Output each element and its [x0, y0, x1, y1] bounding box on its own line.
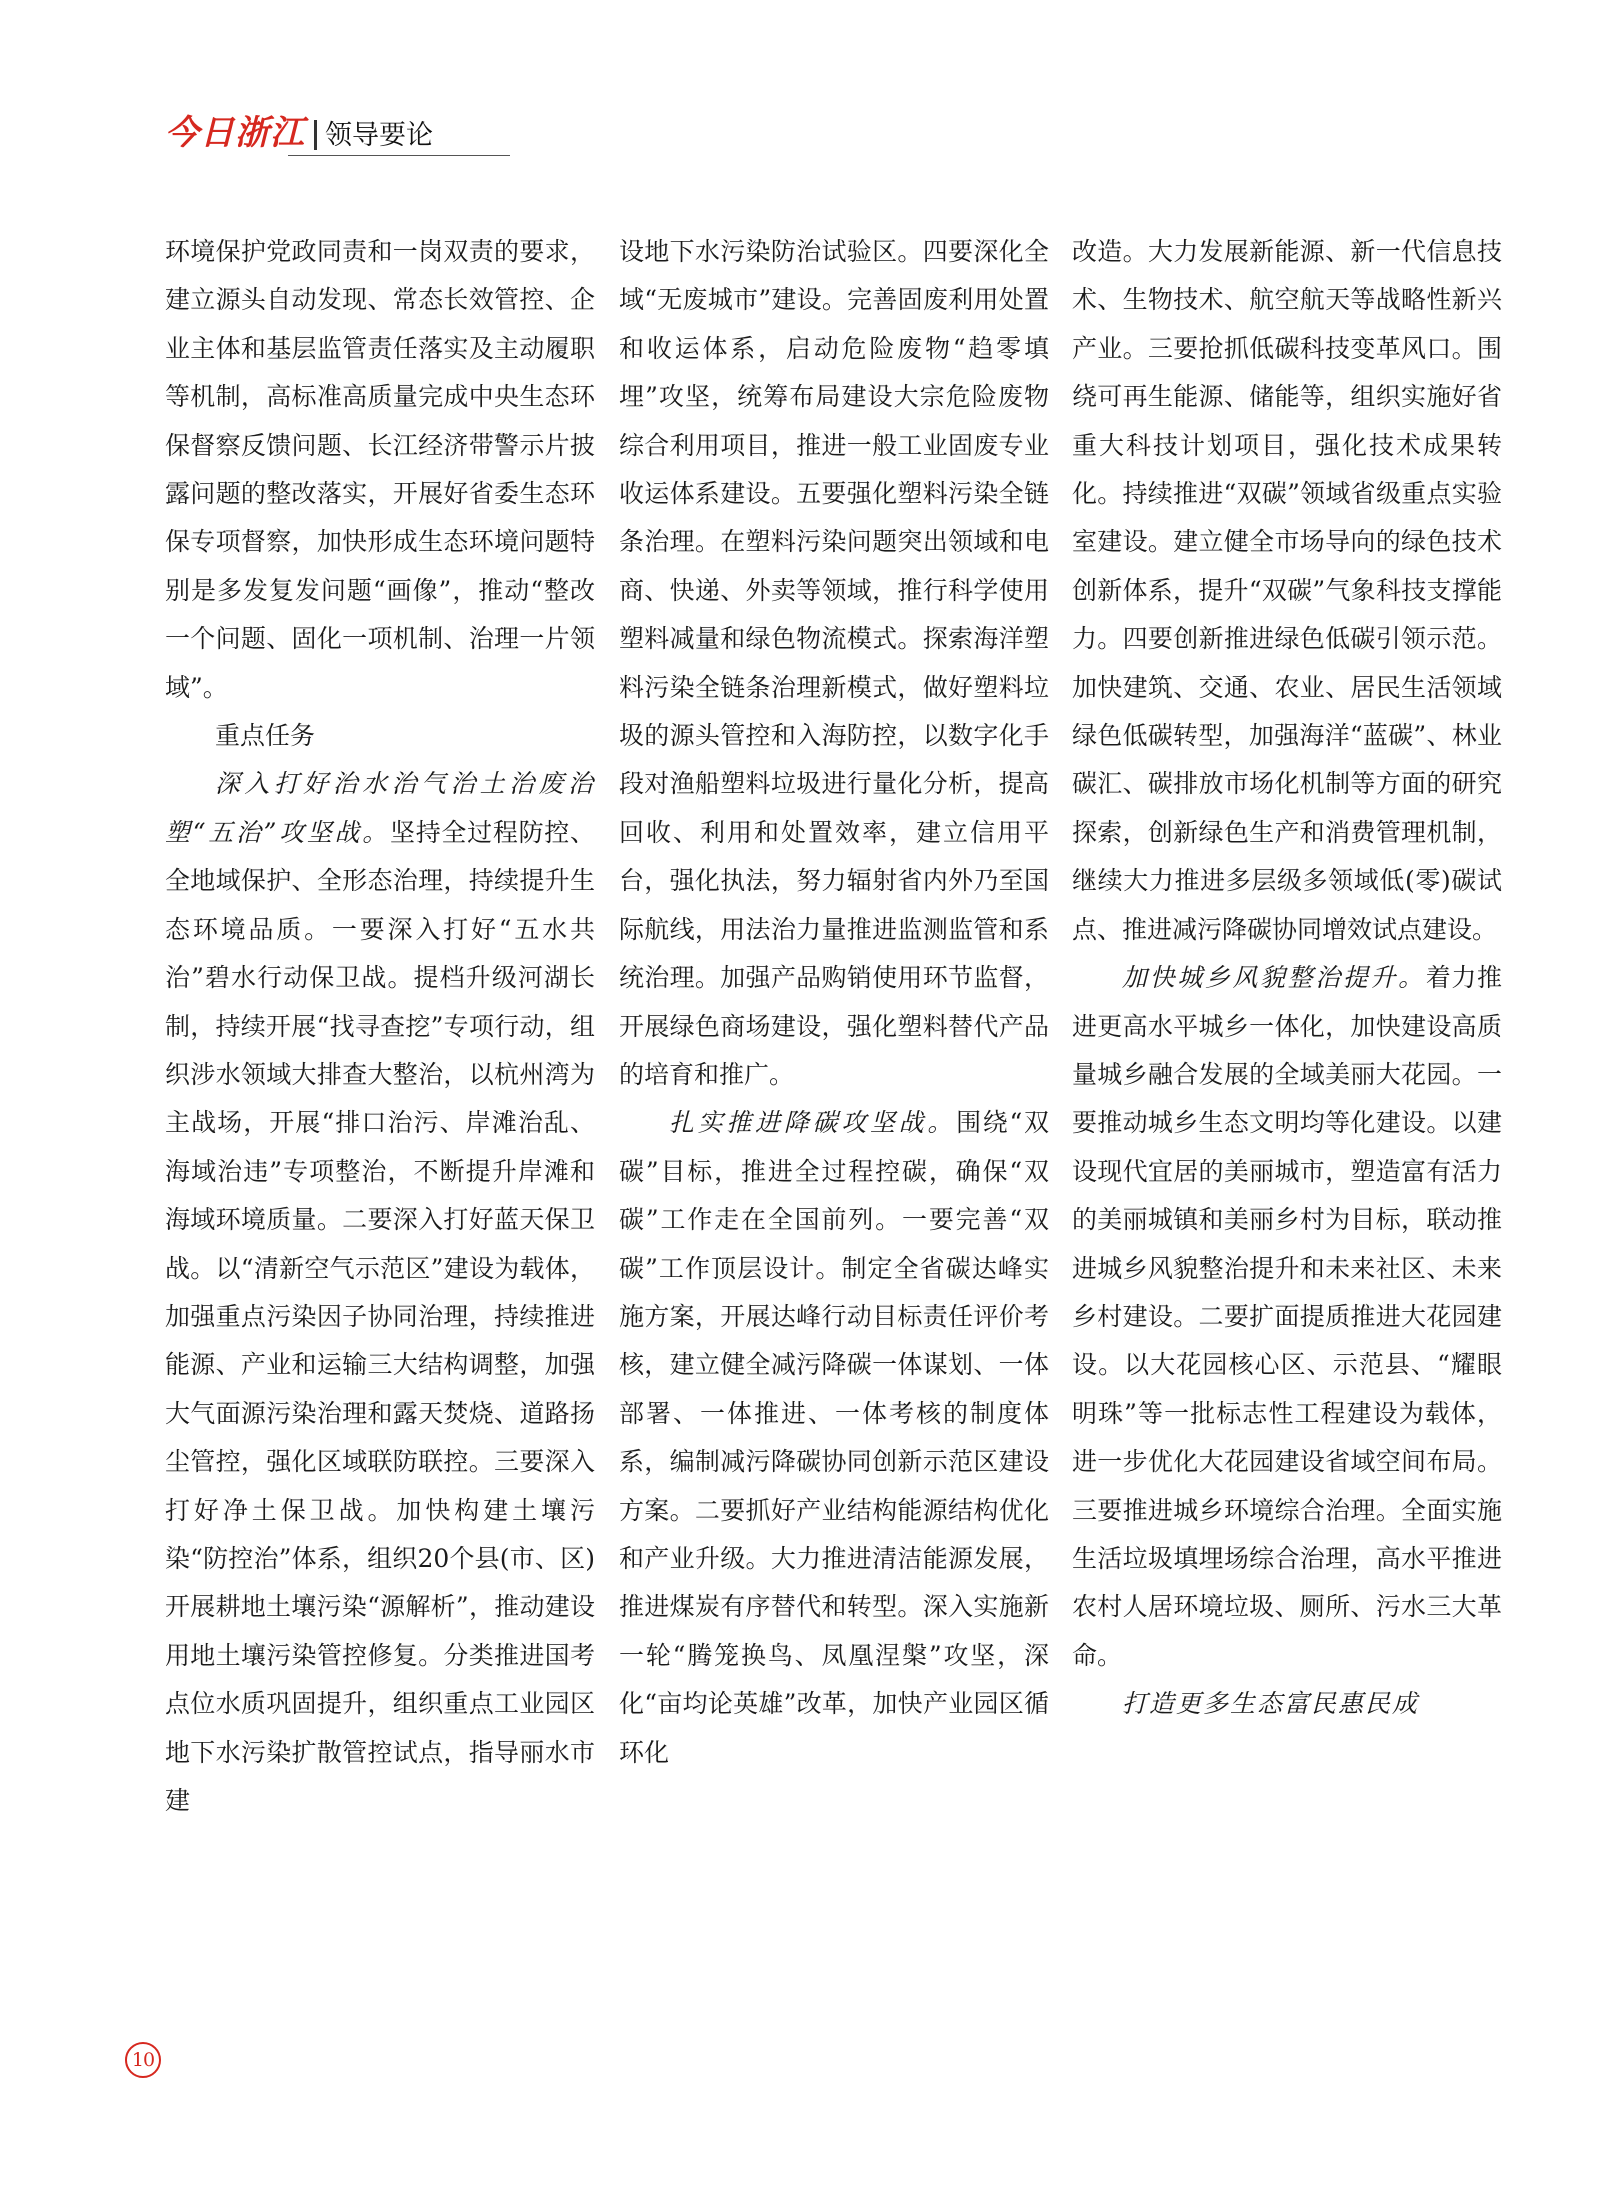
- paragraph-lead: 打造更多生态富民惠民成: [1122, 1689, 1420, 1719]
- paragraph-lead: 扎实推进降碳攻坚战。: [669, 1108, 957, 1138]
- paragraph: 改造。大力发展新能源、新一代信息技术、生物技术、航空航天等战略性新兴产业。三要抢抓低碳科技变革风口。围绕可再生能源、储能等，组织实施好省重大科技计划项目，强化技术成果转化。持续推进“双碳”领域省级重点实验室建设。建立健全市场导向的绿色技术创新体系，提升“双碳”气象科技支撑能力。四要创新推进绿色低碳引领示范。加快建筑、交通、农业、居民生活领域绿色低碳转型，加强海洋“蓝碳”、林业碳汇、碳排放市场化机制等方面的研究探索，创新绿色生产和消费管理机制，继续大力推进多层级多领域低(零)碳试点、推进减污降碳协同增效试点建设。: [1072, 237, 1502, 944]
- section-heading: 重点任务: [215, 721, 316, 751]
- paragraph: 环境保护党政同责和一岗双责的要求，建立源头自动发现、常态长效管控、企业主体和基层监管责任落实及主动履职等机制，高标准高质量完成中央生态环保督察反馈问题、长江经济带警示片披露问题的整改落实，开展好省委生态环保专项督察，加快形成生态环境问题特别是多发复发问题“画像”，推动“整改一个问题、固化一项机制、治理一片领域”。: [165, 237, 595, 702]
- paragraph-body: 围绕“双碳”目标，推进全过程控碳，确保“双碳”工作走在全国前列。一要完善“双碳”工作顶层设计。制定全省碳达峰实施方案，开展达峰行动目标责任评价考核，建立健全减污降碳一体谋划、一体部署、一体推进、一体考核的制度体系，编制减污降碳协同创新示范区建设方案。二要抓好产业结构能源结构优化和产业升级。大力推进清洁能源发展，推进煤炭有序替代和转型。深入实施新一轮“腾笼换鸟、凤凰涅槃”攻坚，深化“亩均论英雄”改革，加快产业园区循环化: [619, 1108, 1049, 1767]
- brand-logo: 今日浙江: [165, 113, 305, 153]
- paragraph-lead: 深入打好治水治气治土治废治塑“五治”攻坚战。: [165, 769, 595, 847]
- paragraph: [165, 760, 595, 1825]
- paragraph: [619, 1099, 1049, 1777]
- paragraph: 设地下水污染防治试验区。四要深化全域“无废城市”建设。完善固废利用处置和收运体系，启动危险废物“趋零填埋”攻坚，统筹布局建设大宗危险废物综合利用项目，推进一般工业固废专业收运体系建设。五要强化塑料污染全链条治理。在塑料污染问题突出领域和电商、快递、外卖等领域，推行科学使用塑料减量和绿色物流模式。探索海洋塑料污染全链条治理新模式，做好塑料垃圾的源头管控和入海防控，以数字化手段对渔船塑料垃圾进行量化分析，提高回收、利用和处置效率，建立信用平台，强化执法，努力辐射省内外乃至国际航线，用法治力量推进监测监管和系统治理。加强产品购销使用环节监督，开展绿色商场建设，强化塑料替代产品的培育和推广。: [619, 237, 1049, 1089]
- section-title: 领导要论: [325, 120, 433, 151]
- paragraph-body: 坚持全过程防控、全地域保护、全形态治理，持续提升生态环境品质。一要深入打好“五水共治”碧水行动保卫战。提档升级河湖长制，持续开展“找寻查挖”专项行动，组织涉水领域大排查大整治，以杭州湾为主战场，开展“排口治污、岸滩治乱、海域治违”专项整治，不断提升岸滩和海域环境质量。二要深入打好蓝天保卫战。以“清新空气示范区”建设为载体，加强重点污染因子协同治理，持续推进能源、产业和运输三大结构调整，加强大气面源污染治理和露天焚烧、道路扬尘管控，强化区域联防联控。三要深入打好净土保卫战。加快构建土壤污染“防控治”体系，组织20个县(市、区)开展耕地土壤污染“源解析”，推动建设用地土壤污染管控修复。分类推进国考点位水质巩固提升，组织重点工业园区地下水污染扩散管控试点，指导丽水市建: [165, 817, 595, 1815]
- header-rule: [288, 155, 510, 156]
- text-column-3: [1072, 228, 1502, 1729]
- paragraph-body: 着力推进更高水平城乡一体化，加快建设高质量城乡融合发展的全域美丽大花园。一要推动城乡生态文明均等化建设。以建设现代宜居的美丽城市，塑造富有活力的美丽城镇和美丽乡村为目标，联动推进城乡风貌整治提升和未来社区、未来乡村建设。二要扩面提质推进大花园建设。以大花园核心区、示范县、“耀眼明珠”等一批标志性工程建设为载体，进一步优化大花园建设省域空间布局。三要推进城乡环境综合治理。全面实施生活垃圾填埋场综合治理，高水平推进农村人居环境垃圾、厕所、污水三大革命。: [1072, 963, 1502, 1670]
- masthead-divider: [314, 120, 317, 150]
- paragraph: [1072, 1680, 1502, 1728]
- paragraph: [1072, 954, 1502, 1680]
- text-column-2: [619, 228, 1049, 1777]
- text-column-1: [165, 228, 595, 1825]
- page-number: 10: [125, 2042, 161, 2078]
- masthead: [165, 113, 433, 153]
- paragraph-lead: 加快城乡风貌整治提升。: [1122, 963, 1426, 993]
